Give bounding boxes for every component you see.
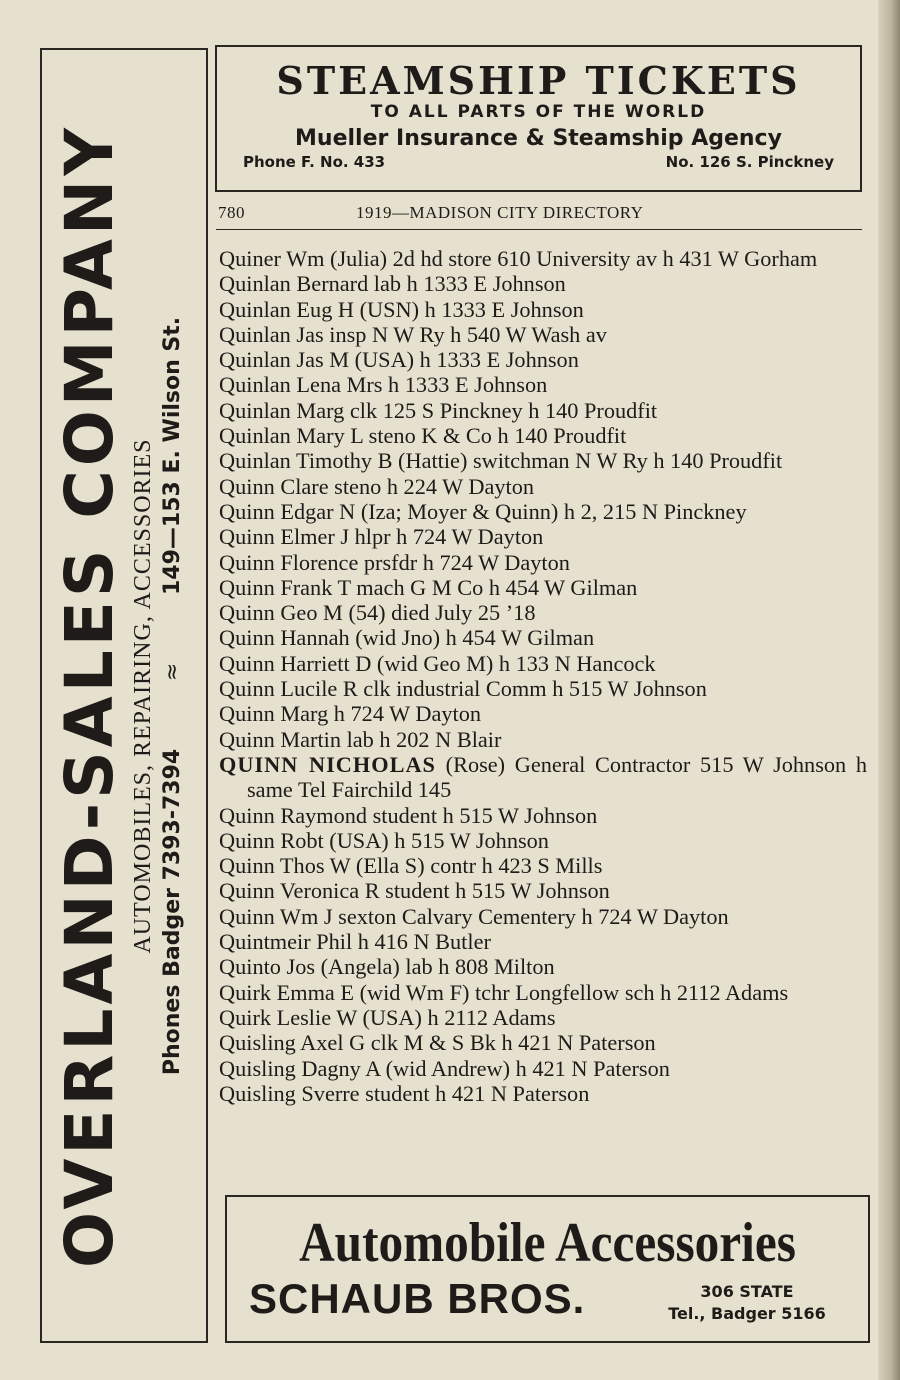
directory-entry: [219, 297, 867, 322]
directory-entry: [219, 246, 867, 271]
entry-details: Marg h 724 W Dayton: [280, 701, 481, 727]
side-ad-address: 149—153 E. Wilson St.: [160, 316, 185, 595]
accessories-ad-phone: Tel., Badger 5166: [668, 1304, 826, 1323]
accessories-ad-headline: Automobile Accessories: [299, 1212, 796, 1274]
entry-surname: Quinn: [219, 524, 275, 550]
entry-details: Geo M (54) died July 25 ’18: [280, 600, 536, 626]
entry-details: (Rose) General Contractor 515 W Johnson h same Tel Fairchild 145: [247, 751, 868, 803]
entry-details: Marg clk 125 S Pinckney h 140 Proudfit: [296, 397, 658, 423]
entry-surname: Quinlan: [219, 321, 291, 347]
side-ad-services: AUTOMOBILES, REPAIRING, ACCESSORIES: [130, 437, 156, 954]
directory-entry: [219, 651, 867, 676]
page-edge: [878, 0, 900, 1380]
entry-surname: Quinn: [219, 473, 275, 499]
directory-entry: [219, 1030, 867, 1055]
directory-listing: [219, 246, 867, 1106]
directory-entry: [219, 701, 867, 726]
entry-surname: Quinlan: [219, 423, 291, 449]
entry-surname: Quisling: [219, 1080, 296, 1106]
entry-surname: Quinto: [219, 954, 281, 980]
entry-details: Wm J sexton Calvary Cementery h 724 W Dayton: [279, 903, 729, 929]
directory-entry: [219, 1081, 867, 1106]
entry-surname: Quinn: [219, 827, 275, 853]
entry-details: Edgar N (Iza; Moyer & Quinn) h 2, 215 N Pinckney: [280, 498, 747, 524]
entry-details: Veronica R student h 515 W Johnson: [279, 878, 610, 904]
entry-surname: Quinlan: [219, 448, 291, 474]
entry-surname: Quisling: [219, 1030, 296, 1056]
steamship-ad-subtitle: TO ALL PARTS OF THE WORLD: [370, 102, 707, 122]
entry-details: Dagny A (wid Andrew) h 421 N Paterson: [301, 1055, 670, 1081]
directory-entry: [219, 347, 867, 372]
directory-entry: [219, 954, 867, 979]
directory-entry: [219, 752, 867, 803]
page-number: 780: [218, 203, 245, 222]
accessories-advertisement: [225, 1195, 870, 1343]
entry-surname: Quinn: [219, 650, 275, 676]
side-ad-rotated-content: [44, 76, 204, 1316]
directory-entry: [219, 853, 867, 878]
entry-details: Axel G clk M & S Bk h 421 N Paterson: [300, 1030, 656, 1056]
accessories-ad-address: 306 STATE: [700, 1282, 794, 1301]
entry-details: Timothy B (Hattie) switchman N W Ry h 140 Proudfit: [296, 448, 783, 474]
entry-details: Lucile R clk industrial Comm h 515 W Johnson: [280, 676, 707, 702]
directory-entry: [219, 929, 867, 954]
entry-details: Bernard lab h 1333 E Johnson: [296, 271, 566, 297]
entry-details: Thos W (Ella S) contr h 423 S Mills: [279, 853, 603, 879]
accessories-ad-company: SCHAUB BROS.: [249, 1275, 586, 1322]
entry-surname: Quintmeir: [219, 929, 311, 955]
entry-surname: Quinlan: [219, 347, 291, 373]
entry-details: Mary L steno K & Co h 140 Proudfit: [296, 423, 627, 449]
entry-surname: Quinn: [219, 676, 275, 702]
entry-details: Frank T mach G M Co h 454 W Gilman: [280, 574, 638, 600]
directory-entry: [219, 423, 867, 448]
directory-entry: [219, 550, 867, 575]
directory-entry: [219, 575, 867, 600]
entry-details: Florence prsfdr h 724 W Dayton: [280, 549, 570, 575]
entry-details: Phil h 416 N Butler: [316, 929, 491, 955]
entry-details: Leslie W (USA) h 2112 Adams: [276, 1004, 556, 1030]
entry-details: Martin lab h 202 N Blair: [280, 726, 502, 752]
entry-surname: QUINN NICHOLAS: [219, 751, 436, 777]
directory-entry: [219, 474, 867, 499]
entry-details: Jas insp N W Ry h 540 W Wash av: [296, 321, 607, 347]
entry-surname: Quinn: [219, 625, 275, 651]
entry-surname: Quinn: [219, 574, 275, 600]
directory-entry: [219, 803, 867, 828]
entry-surname: Quinlan: [219, 271, 291, 297]
entry-details: Elmer J hlpr h 724 W Dayton: [280, 524, 544, 550]
entry-surname: Quinlan: [219, 397, 291, 423]
directory-entry: [219, 980, 867, 1005]
entry-details: Robt (USA) h 515 W Johnson: [280, 827, 549, 853]
entry-surname: Quinlan: [219, 296, 291, 322]
directory-entry: [219, 271, 867, 296]
side-ad-company-name: OVERLAND-SALES COMPANY: [51, 123, 128, 1268]
entry-surname: Quirk: [219, 1004, 272, 1030]
directory-entry: [219, 878, 867, 903]
entry-surname: Quinn: [219, 802, 275, 828]
entry-surname: Quiner: [219, 246, 281, 271]
running-head: [216, 202, 862, 230]
entry-details: Sverre student h 421 N Paterson: [301, 1080, 590, 1106]
directory-entry: [219, 828, 867, 853]
entry-details: Raymond student h 515 W Johnson: [280, 802, 598, 828]
entry-details: Jas M (USA) h 1333 E Johnson: [296, 347, 579, 373]
directory-entry: [219, 727, 867, 752]
entry-surname: Quinn: [219, 549, 275, 575]
entry-details: Jos (Angela) lab h 808 Milton: [286, 954, 555, 980]
steamship-ad-agency: Mueller Insurance & Steamship Agency: [295, 126, 782, 151]
directory-title: 1919—MADISON CITY DIRECTORY: [356, 203, 644, 222]
steamship-ad-contact-row: [217, 153, 860, 171]
steamship-ad-phone: Phone F. No. 433: [243, 153, 386, 171]
directory-entry: [219, 322, 867, 347]
directory-entry: [219, 904, 867, 929]
directory-entry: [219, 524, 867, 549]
directory-entry: [219, 625, 867, 650]
steamship-ad-address: No. 126 S. Pinckney: [665, 153, 834, 171]
entry-surname: Quinn: [219, 600, 275, 626]
entry-surname: Quinn: [219, 498, 275, 524]
entry-surname: Quirk: [219, 979, 272, 1005]
entry-surname: Quinn: [219, 878, 275, 904]
side-advertisement: [40, 48, 208, 1343]
accessories-ad-contact: [647, 1281, 847, 1325]
entry-surname: Quinlan: [219, 372, 291, 398]
directory-entry: [219, 372, 867, 397]
entry-surname: Quinn: [219, 903, 275, 929]
side-ad-phones: Phones Badger 7393-7394: [160, 748, 185, 1075]
entry-details: Lena Mrs h 1333 E Johnson: [296, 372, 548, 398]
directory-entry: [219, 448, 867, 473]
steamship-ad-title: STEAMSHIP TICKETS: [276, 58, 801, 103]
steamship-advertisement: [215, 45, 862, 192]
directory-entry: [219, 398, 867, 423]
entry-details: Emma E (wid Wm F) tchr Longfellow sch h 2112 Adams: [276, 979, 789, 1005]
entry-details: Eug H (USN) h 1333 E Johnson: [296, 296, 584, 322]
entry-surname: Quinn: [219, 701, 275, 727]
entry-surname: Quisling: [219, 1055, 296, 1081]
entry-surname: Quinn: [219, 726, 275, 752]
directory-entry: [219, 1005, 867, 1030]
side-ad-contact: [160, 76, 185, 1316]
entry-surname: Quinn: [219, 853, 275, 879]
entry-details: Wm (Julia) 2d hd store 610 University av h 431 W Gorham: [286, 246, 818, 271]
entry-details: Hannah (wid Jno) h 454 W Gilman: [280, 625, 595, 651]
entry-details: Clare steno h 224 W Dayton: [280, 473, 535, 499]
directory-entry: [219, 1056, 867, 1081]
directory-entry: [219, 676, 867, 701]
side-ad-separator: ≈: [160, 662, 185, 681]
entry-details: Harriett D (wid Geo M) h 133 N Hancock: [280, 650, 656, 676]
directory-entry: [219, 499, 867, 524]
directory-entry: [219, 600, 867, 625]
